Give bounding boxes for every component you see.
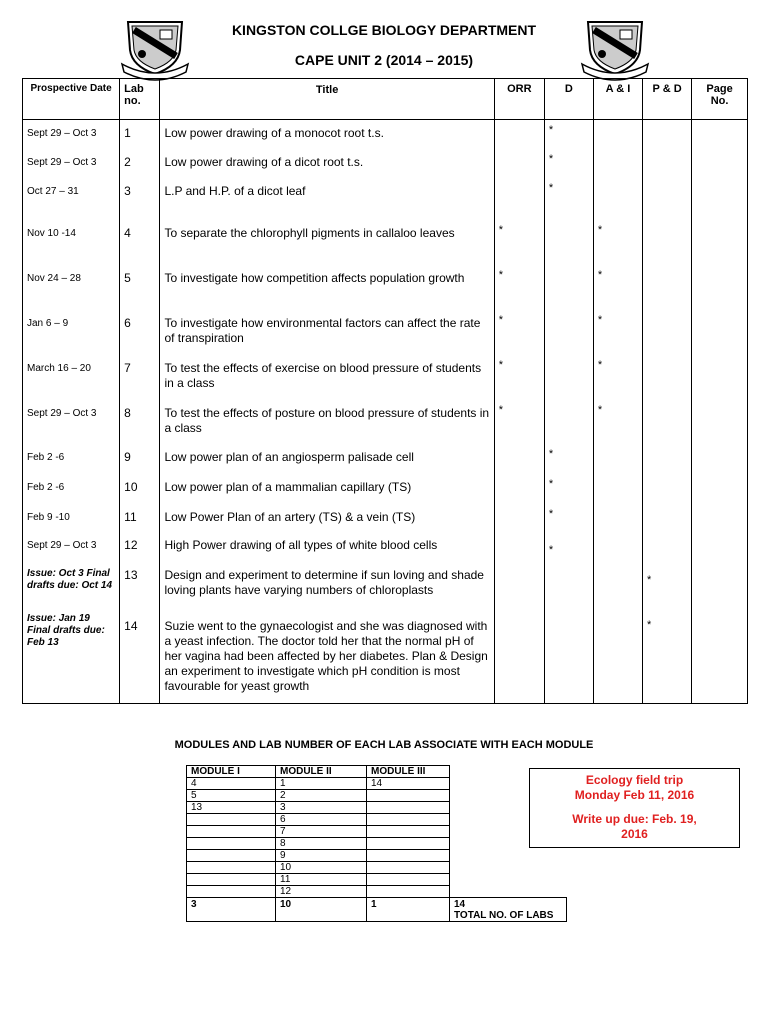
module-cell: 3	[276, 802, 367, 814]
module-header: MODULE II	[276, 766, 367, 778]
table-row	[23, 474, 748, 504]
module-cell: 1	[276, 778, 367, 790]
labs-table	[22, 78, 748, 704]
ai-cell	[593, 532, 642, 562]
module-cell: 12	[276, 886, 367, 898]
lab-title-cell: To investigate how competition affects population growth	[160, 265, 494, 310]
table-row	[187, 874, 567, 886]
page-cell	[692, 444, 748, 474]
ai-cell: *	[593, 265, 642, 310]
module-total: 1	[367, 898, 450, 922]
module-cell: 5	[187, 790, 276, 802]
header-ai: A & I	[593, 79, 642, 120]
table-row	[23, 178, 748, 220]
lab-number-cell: 6	[120, 310, 160, 355]
page-cell	[692, 149, 748, 178]
module-total: 10	[276, 898, 367, 922]
d-cell: *	[544, 178, 593, 220]
module-cell	[367, 814, 450, 826]
table-row	[187, 790, 567, 802]
lab-number-cell: 1	[120, 120, 160, 149]
module-cell	[367, 862, 450, 874]
header-lab: Lab no.	[120, 79, 160, 120]
orr-cell: *	[494, 265, 544, 310]
table-row	[23, 400, 748, 444]
module-cell	[187, 814, 276, 826]
lab-number-cell: 11	[120, 504, 160, 532]
pd-cell: *	[643, 562, 692, 607]
module-cell: 11	[276, 874, 367, 886]
lab-number-cell: 13	[120, 562, 160, 607]
lab-number-cell: 12	[120, 532, 160, 562]
table-row	[23, 504, 748, 532]
ai-cell: *	[593, 310, 642, 355]
table-row	[23, 444, 748, 474]
module-header: MODULE III	[367, 766, 450, 778]
module-cell	[367, 802, 450, 814]
date-cell: Issue: Jan 19 Final drafts due: Feb 13	[23, 607, 120, 704]
orr-cell: *	[494, 220, 544, 265]
page-cell	[692, 504, 748, 532]
date-cell: Nov 10 -14	[23, 220, 120, 265]
lab-title-cell: Suzie went to the gynaecologist and she was diagnosed with a yeast infection. The doctor told her that the normal pH of her vagina had been affected by her diabetes. Plan & Design an experiment to investigate which pH condition is most favourable for yeast growth	[160, 607, 494, 704]
pd-cell	[643, 265, 692, 310]
header-pd: P & D	[643, 79, 692, 120]
lab-title-cell: To test the effects of posture on blood pressure of students in a class	[160, 400, 494, 444]
blank-cell	[450, 886, 567, 898]
ai-cell: *	[593, 400, 642, 444]
total-labs-cell	[450, 898, 567, 922]
d-cell	[544, 400, 593, 444]
d-cell	[544, 310, 593, 355]
d-cell	[544, 265, 593, 310]
date-cell: Issue: Oct 3 Final drafts due: Oct 14	[23, 562, 120, 607]
orr-cell	[494, 562, 544, 607]
date-cell: Sept 29 – Oct 3	[23, 149, 120, 178]
lab-title-cell: L.P and H.P. of a dicot leaf	[160, 178, 494, 220]
module-cell: 14	[367, 778, 450, 790]
modules-header-row	[187, 766, 567, 778]
module-cell	[187, 826, 276, 838]
header-page: Page No.	[692, 79, 748, 120]
module-total: 3	[187, 898, 276, 922]
table-row	[187, 850, 567, 862]
pd-cell	[643, 355, 692, 400]
lab-number-cell: 8	[120, 400, 160, 444]
lab-title-cell: Low power drawing of a monocot root t.s.	[160, 120, 494, 149]
page-cell	[692, 562, 748, 607]
modules-heading: MODULES AND LAB NUMBER OF EACH LAB ASSOCIATE WITH EACH MODULE	[174, 739, 594, 751]
pd-cell	[643, 444, 692, 474]
ai-cell	[593, 504, 642, 532]
note-line: Write up due: Feb. 19,	[572, 812, 697, 826]
table-row	[23, 149, 748, 178]
table-row	[187, 826, 567, 838]
note-line: 2016	[621, 827, 648, 841]
table-row	[23, 265, 748, 310]
lab-number-cell: 3	[120, 178, 160, 220]
module-cell	[187, 874, 276, 886]
table-row	[187, 838, 567, 850]
lab-title-cell: Low power plan of a mammalian capillary (TS)	[160, 474, 494, 504]
module-cell: 6	[276, 814, 367, 826]
date-cell: Sept 29 – Oct 3	[23, 532, 120, 562]
ai-cell	[593, 562, 642, 607]
modules-total-row	[187, 898, 567, 922]
page-cell	[692, 532, 748, 562]
table-row	[187, 802, 567, 814]
lab-title-cell: Low power drawing of a dicot root t.s.	[160, 149, 494, 178]
d-cell: *	[544, 120, 593, 149]
date-cell: March 16 – 20	[23, 355, 120, 400]
ai-cell	[593, 178, 642, 220]
table-row	[187, 778, 567, 790]
d-cell	[544, 355, 593, 400]
d-cell: *	[544, 444, 593, 474]
total-labs-value: 14	[454, 899, 466, 910]
table-row	[23, 607, 748, 704]
lab-number-cell: 4	[120, 220, 160, 265]
orr-cell	[494, 149, 544, 178]
lab-number-cell: 2	[120, 149, 160, 178]
d-cell	[544, 607, 593, 704]
d-cell: *	[544, 532, 593, 562]
table-row	[187, 814, 567, 826]
d-cell	[544, 220, 593, 265]
blank-cell	[450, 874, 567, 886]
blank-cell	[450, 850, 567, 862]
note-line: Monday Feb 11, 2016	[574, 788, 695, 802]
lab-title-cell: To investigate how environmental factors can affect the rate of transpiration	[160, 310, 494, 355]
modules-table	[186, 765, 567, 922]
module-cell	[367, 874, 450, 886]
pd-cell	[643, 120, 692, 149]
page-cell	[692, 220, 748, 265]
orr-cell	[494, 504, 544, 532]
module-cell	[187, 838, 276, 850]
module-cell: 7	[276, 826, 367, 838]
module-cell	[367, 838, 450, 850]
header-title: Title	[160, 79, 494, 120]
orr-cell	[494, 607, 544, 704]
page-cell	[692, 474, 748, 504]
d-cell	[544, 562, 593, 607]
page-cell	[692, 310, 748, 355]
page-cell	[692, 120, 748, 149]
pd-cell	[643, 220, 692, 265]
date-cell: Sept 29 – Oct 3	[23, 120, 120, 149]
lab-number-cell: 10	[120, 474, 160, 504]
lab-title-cell: To separate the chlorophyll pigments in callaloo leaves	[160, 220, 494, 265]
orr-cell	[494, 444, 544, 474]
lab-title-cell: Low power plan of an angiosperm palisade cell	[160, 444, 494, 474]
note-line: Ecology field trip	[585, 773, 684, 787]
ai-cell: *	[593, 220, 642, 265]
orr-cell	[494, 178, 544, 220]
pd-cell	[643, 400, 692, 444]
labs-header-row	[23, 79, 748, 120]
orr-cell: *	[494, 310, 544, 355]
orr-cell	[494, 120, 544, 149]
date-cell: Jan 6 – 9	[23, 310, 120, 355]
table-row	[23, 310, 748, 355]
module-cell: 2	[276, 790, 367, 802]
ai-cell	[593, 444, 642, 474]
module-cell	[367, 790, 450, 802]
table-row	[23, 355, 748, 400]
pd-cell	[643, 474, 692, 504]
ai-cell: *	[593, 355, 642, 400]
d-cell: *	[544, 504, 593, 532]
pd-cell	[643, 532, 692, 562]
module-cell	[367, 850, 450, 862]
blank-cell	[450, 862, 567, 874]
page-cell	[692, 400, 748, 444]
module-cell	[187, 850, 276, 862]
page-cell	[692, 607, 748, 704]
total-labs-label: TOTAL NO. OF LABS	[454, 910, 554, 921]
orr-cell: *	[494, 400, 544, 444]
pd-cell	[643, 149, 692, 178]
page-subtitle: CAPE UNIT 2 (2014 – 2015)	[294, 52, 474, 68]
module-header: MODULE I	[187, 766, 276, 778]
orr-cell	[494, 532, 544, 562]
lab-number-cell: 9	[120, 444, 160, 474]
date-cell: Feb 2 -6	[23, 474, 120, 504]
table-row	[23, 532, 748, 562]
ai-cell	[593, 149, 642, 178]
lab-number-cell: 5	[120, 265, 160, 310]
lab-title-cell: To test the effects of exercise on blood pressure of students in a class	[160, 355, 494, 400]
pd-cell	[643, 504, 692, 532]
pd-cell	[643, 178, 692, 220]
module-cell: 13	[187, 802, 276, 814]
d-cell: *	[544, 474, 593, 504]
module-cell: 8	[276, 838, 367, 850]
lab-number-cell: 14	[120, 607, 160, 704]
lab-title-cell: High Power drawing of all types of white blood cells	[160, 532, 494, 562]
ai-cell	[593, 120, 642, 149]
page-cell	[692, 355, 748, 400]
orr-cell	[494, 474, 544, 504]
header-orr: ORR	[494, 79, 544, 120]
orr-cell: *	[494, 355, 544, 400]
module-cell: 4	[187, 778, 276, 790]
table-row	[23, 220, 748, 265]
header-date: Prospective Date	[23, 79, 120, 120]
d-cell: *	[544, 149, 593, 178]
lab-number-cell: 7	[120, 355, 160, 400]
table-row	[23, 120, 748, 149]
page-title: KINGSTON COLLGE BIOLOGY DEPARTMENT	[231, 22, 537, 38]
table-row	[187, 862, 567, 874]
page-cell	[692, 265, 748, 310]
table-row	[23, 562, 748, 607]
module-cell: 9	[276, 850, 367, 862]
table-row	[187, 886, 567, 898]
date-cell: Nov 24 – 28	[23, 265, 120, 310]
module-cell: 10	[276, 862, 367, 874]
ai-cell	[593, 474, 642, 504]
date-cell: Feb 9 -10	[23, 504, 120, 532]
date-cell: Feb 2 -6	[23, 444, 120, 474]
pd-cell: *	[643, 607, 692, 704]
pd-cell	[643, 310, 692, 355]
header-d: D	[544, 79, 593, 120]
module-cell	[367, 826, 450, 838]
lab-title-cell: Design and experiment to determine if sun loving and shade loving plants have varying numbers of chloroplasts	[160, 562, 494, 607]
module-cell	[367, 886, 450, 898]
page-cell	[692, 178, 748, 220]
lab-title-cell: Low Power Plan of an artery (TS) & a vein (TS)	[160, 504, 494, 532]
date-cell: Sept 29 – Oct 3	[23, 400, 120, 444]
module-cell	[187, 862, 276, 874]
module-cell	[187, 886, 276, 898]
ai-cell	[593, 607, 642, 704]
date-cell: Oct 27 – 31	[23, 178, 120, 220]
ecology-note	[529, 768, 740, 848]
